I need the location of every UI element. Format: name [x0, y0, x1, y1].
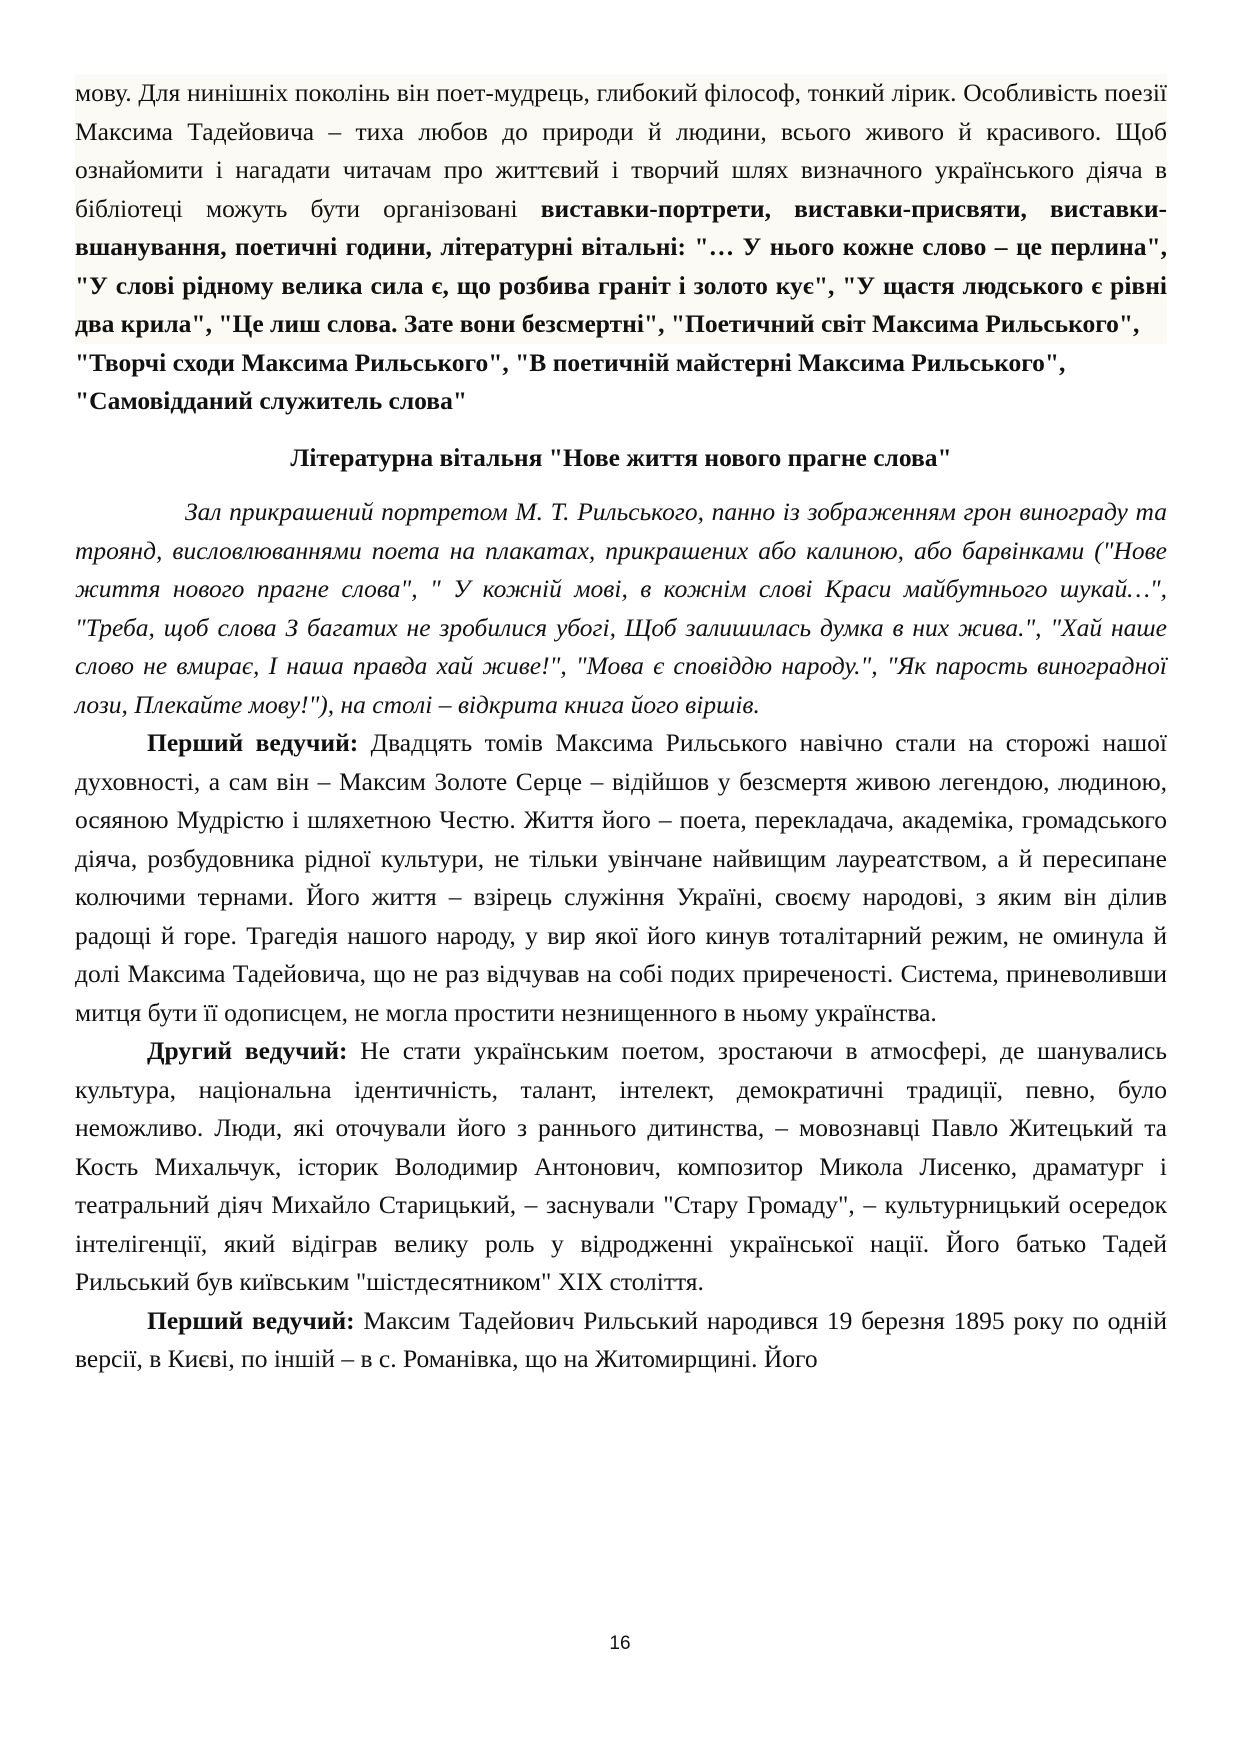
- speech-paragraph: [75, 724, 1167, 1032]
- intro-paragraph: [75, 74, 1167, 344]
- document-page: [75, 74, 1167, 1379]
- bold-list-continuation: "Творчі сходи Максима Рильського", "В поетичній майстерні Максима Рильського", "Самовідданий служитель слова": [75, 347, 1066, 415]
- speaker-label: Перший ведучий:: [147, 728, 359, 757]
- speaker-label: Перший ведучий:: [147, 1305, 355, 1335]
- intro-text: мову. Для нинішніх поколінь він поет-мудрець, глибокий філософ, тонкий лірик. Особливість поезії Максима Тадейовича – тиха любов до природи й людини, всього живого й красивого. Щоб ознайомити і нагадати читачам про життєвий і творчий шлях визначного українського діяча в бібліотеці можуть бути організовані: [75, 78, 1167, 223]
- speech-paragraph: [75, 1032, 1167, 1302]
- speech-text: Не стати українським поетом, зростаючи в атмосфері, де шанувались культура, національна ідентичність, талант, інтелект, демократичні традиції, певно, було неможливо. Люди, які оточували його з раннього дитинства, – мовознавці Павло Житецький та Кость Михальчук, історик Володимир Антонович, композитор Микола Лисенко, драматург і театральний діяч Михайло Старицький, – заснували "Стару Громаду", – культурницький осередок інтелігенції, який відіграв велику роль у відродженні української нації. Його батько Тадей Рильський був київським "шістдесятником" XIX століття.: [75, 1036, 1167, 1296]
- stage-note: Зал прикрашений портретом М. Т. Рильського, панно із зображенням грон винограду та троянд, висловлюваннями поета на плакатах, прикрашених або калиною, або барвінками ("Нове життя нового прагне слова", " У кожній мові, в кожнім слові Краси майбутнього шукай…", "Треба, щоб слова З багатих не зробилися убогі, Щоб залишилась думка в них жива.", "Хай наше слово не вмирає, І наша правда хай живе!", "Мова є сповіддю народу.", "Як парость виноградної лози, Плекайте мову!"), на столі – відкрита книга його віршів.: [75, 497, 1167, 719]
- speech-text: Двадцять томів Максима Рильського навічно стали на сторожі нашої духовності, а сам він – Максим Золоте Серце – відійшов у безсмертя живою легендою, людиною, осяяною Мудрістю і шляхетною Честю. Життя його – поета, перекладача, академіка, громадського діяча, розбудовника рідної культури, не тільки увінчане найвищим лауреатством, а й пересипане колючими тернами. Його життя – взірець служіння Україні, своєму народові, з яким він ділив радощі й горе. Трагедія нашого народу, у вир якої його кинув тоталітарний режим, не оминула й долі Максима Тадейовича, що не раз відчував на собі подих приреченості. Система, приневоливши митця бути її одописцем, не могла простити незнищенного в ньому українства.: [75, 728, 1167, 1027]
- speech-text: Максим Тадейович Рильський народився 19 березня 1895 року по одній версії, в Києві, по іншій – в с. Романівка, що на Житомирщині. Його: [75, 1305, 1167, 1373]
- intro-bold-list: виставки-портрети, виставки-присвяти, виставки-вшанування, поетичні години, літературні вітальні: "… У нього кожне слово – це перлина", "У слові рідному велика сила є, що розбива граніт і золото кує", "У щастя людського є рівні два крила", "Це лиш слова. Зате вони безсмертні", "Поетичний світ Максима Рильського",: [75, 193, 1168, 338]
- page-number: 16: [609, 1633, 631, 1654]
- speech-paragraph: [75, 1302, 1167, 1379]
- speaker-label: Другий ведучий:: [147, 1036, 348, 1065]
- section-title: Літературна вітальня "Нове життя нового прагне слова": [290, 442, 952, 472]
